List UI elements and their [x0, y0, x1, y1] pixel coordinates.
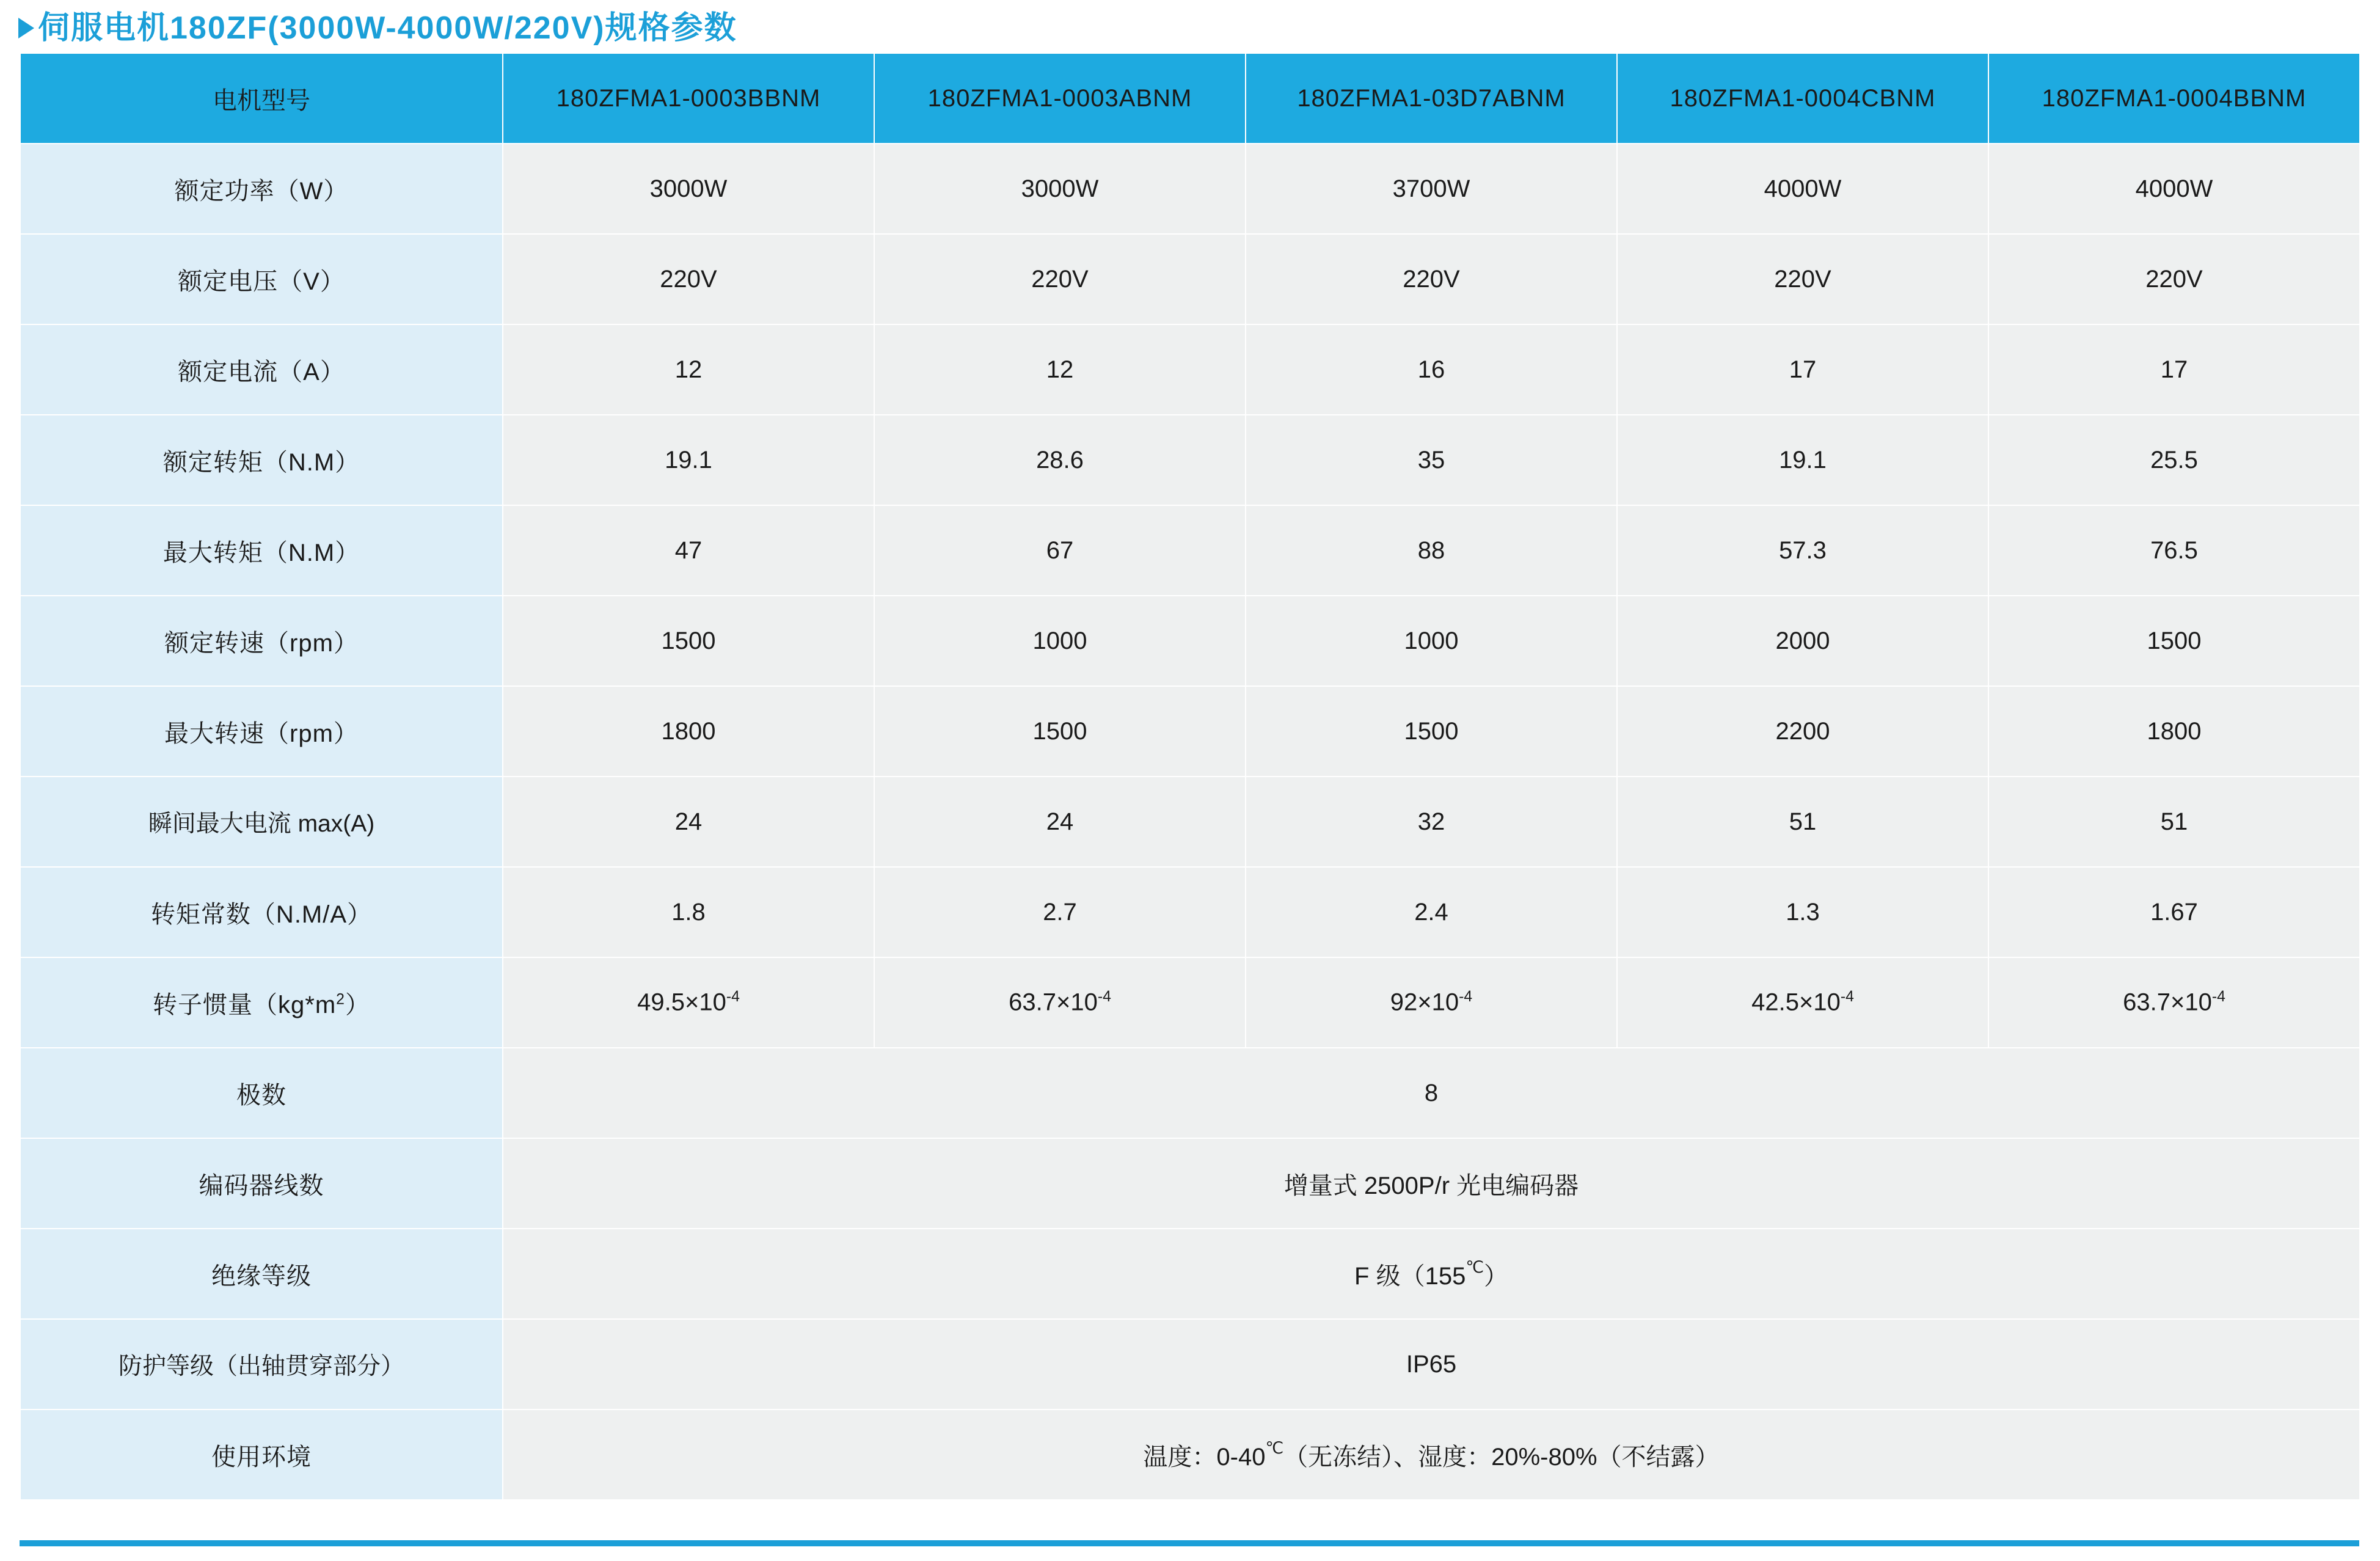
table-cell: 47: [503, 505, 874, 596]
table-cell: 57.3: [1617, 505, 1988, 596]
table-cell: 88: [1246, 505, 1617, 596]
row-label-post: ）: [345, 991, 370, 1018]
table-cell: 220V: [874, 234, 1246, 324]
table-cell-merged: 8: [503, 1048, 2360, 1138]
table-cell: 1500: [874, 686, 1246, 777]
table-row: [20, 324, 2360, 415]
table-cell: 35: [1246, 415, 1617, 505]
cell-text-post: ）: [1483, 1262, 1508, 1290]
row-label: 额定转速（rpm）: [20, 596, 503, 686]
table-cell: 24: [503, 777, 874, 867]
column-header-model-3: 180ZFMA1-03D7ABNM: [1246, 53, 1617, 144]
table-row: [20, 867, 2360, 957]
specification-table: [20, 53, 2360, 1501]
triangle-right-icon: [18, 18, 34, 38]
row-label: 最大转矩（N.M）: [20, 505, 503, 596]
row-label: 绝缘等级: [20, 1229, 503, 1319]
cell-exponent: -4: [726, 989, 740, 1006]
table-cell: 4000W: [1617, 144, 1988, 234]
table-cell: [1617, 957, 1988, 1048]
table-cell: 2.7: [874, 867, 1246, 957]
cell-base: 63.7×10: [2123, 989, 2212, 1016]
table-cell: 2200: [1617, 686, 1988, 777]
cell-exponent: -4: [1459, 989, 1473, 1006]
cell-text-post: （无冻结）、湿度：20%-80%（不结露）: [1283, 1443, 1720, 1471]
page-title: [0, 0, 2380, 53]
row-label: 最大转速（rpm）: [20, 686, 503, 777]
table-cell: 220V: [1988, 234, 2360, 324]
table-cell: 1.8: [503, 867, 874, 957]
cell-base: 92×10: [1390, 989, 1459, 1016]
table-cell: 1500: [1988, 596, 2360, 686]
row-label: 额定电流（A）: [20, 324, 503, 415]
page-title-text: 伺服电机180ZF(3000W-4000W/220V)规格参数: [38, 10, 737, 46]
table-cell: 2000: [1617, 596, 1988, 686]
table-cell: 51: [1988, 777, 2360, 867]
cell-base: 49.5×10: [637, 989, 726, 1016]
row-label: 额定转矩（N.M）: [20, 415, 503, 505]
table-row: [20, 415, 2360, 505]
cell-exponent: -4: [2211, 989, 2225, 1006]
table-body: [20, 144, 2360, 1500]
cell-base: 63.7×10: [1009, 989, 1098, 1016]
table-cell-merged: IP65: [503, 1319, 2360, 1409]
row-label: 额定电压（V）: [20, 234, 503, 324]
degree-celsius-symbol: ℃: [1466, 1258, 1484, 1277]
table-cell: 32: [1246, 777, 1617, 867]
table-row: [20, 505, 2360, 596]
table-row-encoder: [20, 1138, 2360, 1229]
row-label: 使用环境: [20, 1409, 503, 1500]
table-cell: 67: [874, 505, 1246, 596]
table-row: [20, 144, 2360, 234]
table-cell: 3000W: [874, 144, 1246, 234]
table-row-protection: [20, 1319, 2360, 1409]
cell-base: 42.5×10: [1751, 989, 1841, 1016]
table-cell: 12: [503, 324, 874, 415]
table-cell: 17: [1988, 324, 2360, 415]
table-cell: 1500: [503, 596, 874, 686]
cell-exponent: -4: [1840, 989, 1854, 1006]
table-cell: 19.1: [1617, 415, 1988, 505]
degree-celsius-symbol: ℃: [1265, 1439, 1284, 1458]
table-cell: [503, 957, 874, 1048]
column-header-model-1: 180ZFMA1-0003BBNM: [503, 53, 874, 144]
table-cell: 2.4: [1246, 867, 1617, 957]
table-row: [20, 234, 2360, 324]
row-label-superscript: 2: [336, 991, 345, 1008]
column-header-motor-model: 电机型号: [20, 53, 503, 144]
column-header-model-2: 180ZFMA1-0003ABNM: [874, 53, 1246, 144]
row-label: 防护等级（出轴贯穿部分）: [20, 1319, 503, 1409]
table-row: [20, 686, 2360, 777]
row-label: 额定功率（W）: [20, 144, 503, 234]
table-cell: 3000W: [503, 144, 874, 234]
table-cell: 1.67: [1988, 867, 2360, 957]
cell-text-pre: F 级（155: [1354, 1262, 1466, 1290]
table-cell: 1800: [503, 686, 874, 777]
row-label: 瞬间最大电流 max(A): [20, 777, 503, 867]
table-cell: 19.1: [503, 415, 874, 505]
table-cell: [1988, 957, 2360, 1048]
table-header-row: [20, 53, 2360, 144]
table-row-poles: [20, 1048, 2360, 1138]
table-cell: 51: [1617, 777, 1988, 867]
cell-text-pre: 温度：0-40: [1143, 1443, 1266, 1471]
table-cell: 76.5: [1988, 505, 2360, 596]
row-label-pre: 转子惯量（kg*m: [153, 991, 337, 1018]
table-cell: 1.3: [1617, 867, 1988, 957]
table-cell-merged: 增量式 2500P/r 光电编码器: [503, 1138, 2360, 1229]
table-cell: 16: [1246, 324, 1617, 415]
table-cell: 1000: [874, 596, 1246, 686]
table-row: [20, 596, 2360, 686]
table-cell: 17: [1617, 324, 1988, 415]
table-cell: 3700W: [1246, 144, 1617, 234]
column-header-model-5: 180ZFMA1-0004BBNM: [1988, 53, 2360, 144]
table-cell: 24: [874, 777, 1246, 867]
table-header: [20, 53, 2360, 144]
table-cell: 12: [874, 324, 1246, 415]
row-label: 极数: [20, 1048, 503, 1138]
table-row-environment: [20, 1409, 2360, 1500]
table-cell: 1000: [1246, 596, 1617, 686]
table-cell: 4000W: [1988, 144, 2360, 234]
table-row-insulation: [20, 1229, 2360, 1319]
footer-accent-bar: [20, 1540, 2359, 1546]
table-cell-merged: [503, 1409, 2360, 1500]
column-header-model-4: 180ZFMA1-0004CBNM: [1617, 53, 1988, 144]
table-cell: 220V: [503, 234, 874, 324]
table-cell: 1500: [1246, 686, 1617, 777]
table-cell: 1800: [1988, 686, 2360, 777]
table-cell: 220V: [1246, 234, 1617, 324]
row-label: [20, 957, 503, 1048]
row-label: 编码器线数: [20, 1138, 503, 1229]
cell-exponent: -4: [1097, 989, 1111, 1006]
table-cell: [1246, 957, 1617, 1048]
row-label: 转矩常数（N.M/A）: [20, 867, 503, 957]
table-cell: 220V: [1617, 234, 1988, 324]
table-row-rotor-inertia: [20, 957, 2360, 1048]
table-row: [20, 777, 2360, 867]
table-cell-merged: [503, 1229, 2360, 1319]
table-cell: 28.6: [874, 415, 1246, 505]
table-cell: 25.5: [1988, 415, 2360, 505]
table-cell: [874, 957, 1246, 1048]
